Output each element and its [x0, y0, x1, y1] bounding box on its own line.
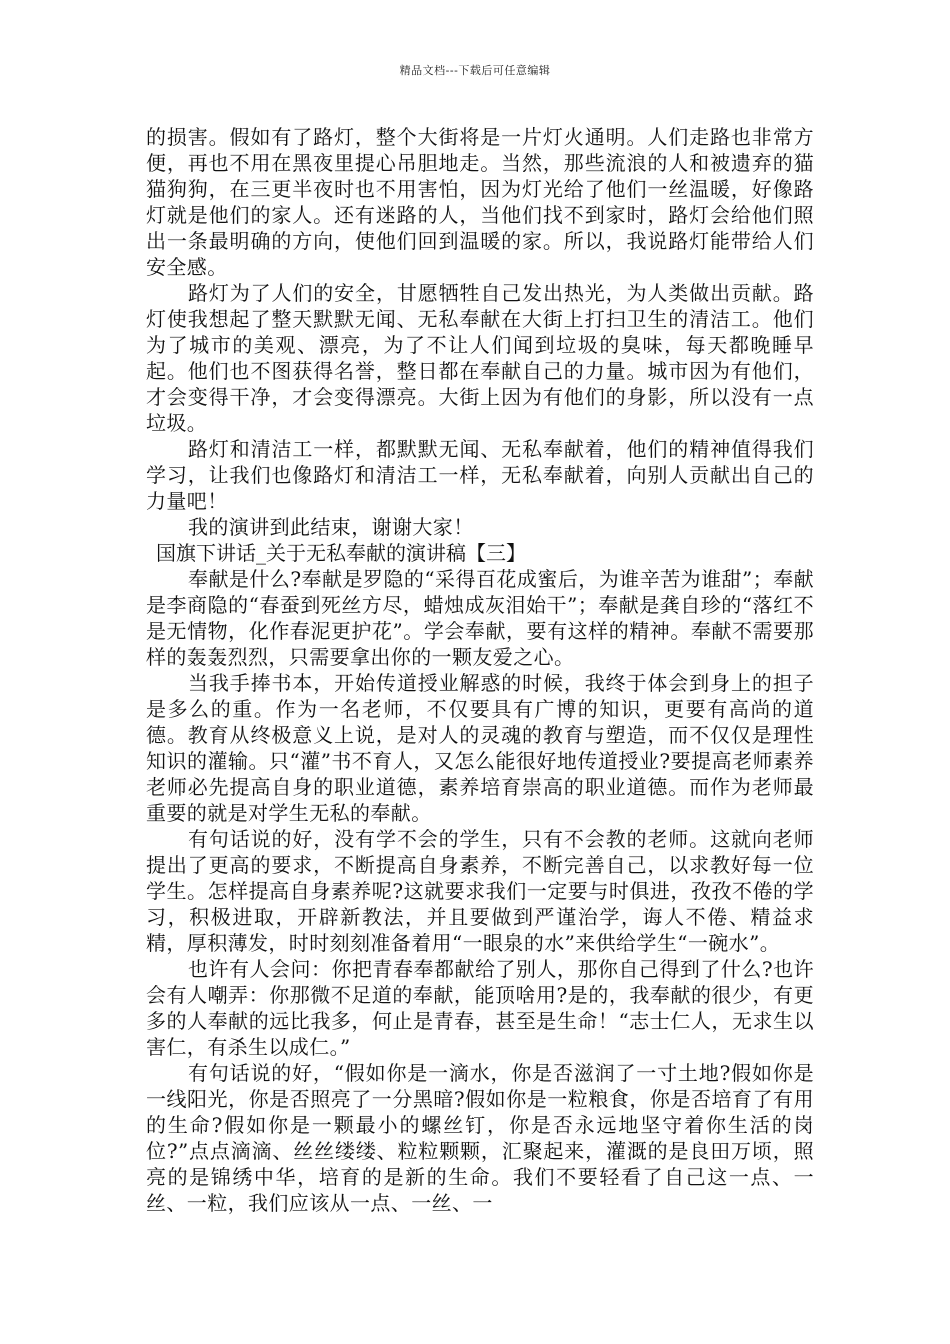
document-body — [146, 124, 814, 1216]
paragraph: 路灯为了人们的安全，甘愿牺牲自己发出热光，为人类做出贡献。路灯使我想起了整天默默无闻、无私奉献在大街上打扫卫生的清洁工。他们为了城市的美观、漂亮，为了不让人们闻到垃圾的臭味，每天都晚睡早起。他们也不图获得名誉，整日都在奉献自己的力量。城市因为有他们，才会变得干净，才会变得漂亮。大街上因为有他们的身影，所以没有一点垃圾。 — [146, 281, 814, 435]
paragraph: 有句话说的好，没有学不会的学生，只有不会教的老师。这就向老师提出了更高的要求，不断提高自身素养，不断完善自己，以求教好每一位学生。怎样提高自身素养呢?这就要求我们一定要与时俱进，孜孜不倦的学习，积极进取，开辟新教法，并且要做到严谨治学，诲人不倦、精益求精，厚积薄发，时时刻刻准备着用“一眼泉的水”来供给学生“一碗水”。 — [146, 827, 814, 955]
paragraph: 奉献是什么?奉献是罗隐的“采得百花成蜜后，为谁辛苦为谁甜”；奉献是李商隐的“春蚕到死丝方尽，蜡烛成灰泪始干”；奉献是龚自珍的“落红不是无情物，化作春泥更护花”。学会奉献，要有这样的精神。奉献不需要那样的轰轰烈烈，只需要拿出你的一颗友爱之心。 — [146, 567, 814, 669]
paragraph-continuation: 的损害。假如有了路灯，整个大街将是一片灯火通明。人们走路也非常方便，再也不用在黑夜里提心吊胆地走。当然，那些流浪的人和被遗弃的猫猫狗狗，在三更半夜时也不用害怕，因为灯光给了他们一丝温暖，好像路灯就是他们的家人。还有迷路的人，当他们找不到家时，路灯会给他们照出一条最明确的方向，使他们回到温暖的家。所以，我说路灯能带给人们安全感。 — [146, 125, 814, 279]
page-header-note: 精品文档---下载后可任意编辑 — [399, 64, 551, 77]
paragraph-closing: 我的演讲到此结束，谢谢大家！ — [188, 515, 474, 539]
section-heading: 国旗下讲话_关于无私奉献的演讲稿【三】 — [156, 541, 526, 565]
paragraph: 有句话说的好，“假如你是一滴水，你是否滋润了一寸土地?假如你是一线阳光，你是否照亮了一分黑暗?假如你是一粒粮食，你是否培育了有用的生命?假如你是一颗最小的螺丝钉，你是否永远地坚守着你生活的岗位?”点点滴滴、丝丝缕缕、粒粒颗颗，汇聚起来，灌溉的是良田万顷，照亮的是锦绣中华，培育的是新的生命。我们不要轻看了自己这一点、一丝、一粒，我们应该从一点、一丝、一 — [146, 1061, 814, 1215]
paragraph: 当我手捧书本，开始传道授业解惑的时候，我终于体会到身上的担子是多么的重。作为一名老师，不仅要具有广博的知识，更要有高尚的道德。教育从终极意义上说，是对人的灵魂的教育与塑造，而不仅仅是理性知识的灌输。只“灌”书不育人，又怎么能很好地传道授业?要提高老师素养老师必先提高自身的职业道德，素养培育崇高的职业道德。而作为老师最重要的就是对学生无私的奉献。 — [146, 671, 814, 825]
paragraph: 路灯和清洁工一样，都默默无闻、无私奉献着，他们的精神值得我们学习，让我们也像路灯和清洁工一样，无私奉献着，向别人贡献出自己的力量吧！ — [146, 437, 814, 513]
paragraph: 也许有人会问：你把青春奉都献给了别人，那你自己得到了什么?也许会有人嘲弄：你那微不足道的奉献，能顶啥用?是的，我奉献的很少，有更多的人奉献的远比我多，何止是青春，甚至是生命！“志士仁人，无求生以害仁，有杀生以成仁。” — [146, 957, 814, 1059]
